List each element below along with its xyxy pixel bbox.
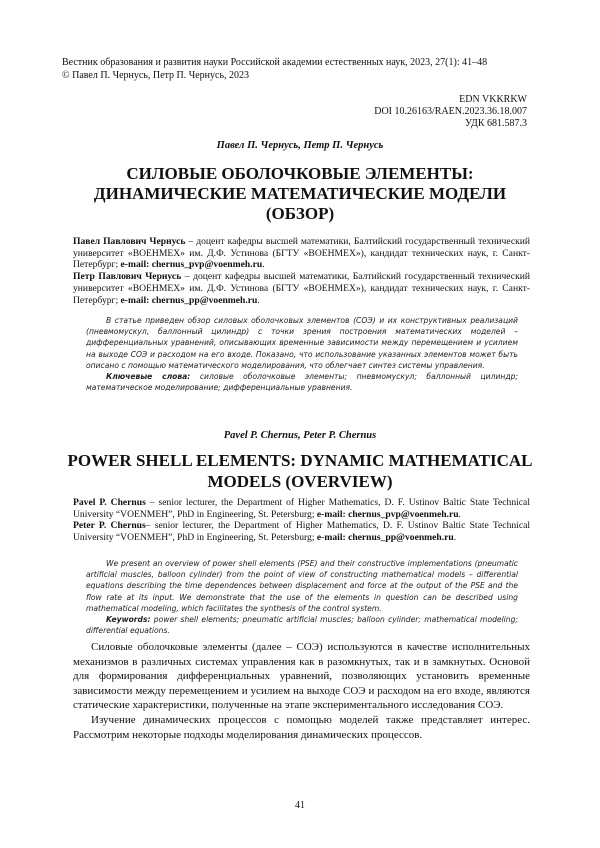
authors-en: Pavel P. Chernus, Peter P. Chernus [0, 430, 600, 441]
author-1-email-en: e-mail: chernus_pvp@voenmeh.ru [317, 509, 459, 520]
journal-header [62, 56, 487, 82]
body-paragraph-2: Изучение динамических процессов с помощью моделей также представляет интерес. Рассмотрим некоторые подходы моделирования динамических процессов. [73, 713, 530, 742]
copyright-line: © Павел П. Чернусь, Петр П. Чернусь, 2023 [62, 69, 487, 82]
author-1-affiliation-ru: Павел Павлович Чернусь – доцент кафедры высшей математики, Балтийский государственный технический университет «ВОЕНМЕХ» им. Д.Ф. Устинова (БГТУ «ВОЕНМЕХ»), кандидат технических наук, г. Санкт-Петербург; e-mail: chernus_pvp@voenmeh.ru. [73, 236, 530, 271]
page-number: 41 [0, 800, 600, 811]
affiliations-ru [73, 236, 530, 306]
author-2-affiliation-en: Peter P. Chernus– senior lecturer, the Department of Higher Mathematics, D. F. Ustinov Baltic State Technical University “VOENMEH”, PhD in Engineering, St. Petersburg; e-mail: chernus_pp@voenmeh.ru. [73, 520, 530, 543]
affiliations-en [73, 497, 530, 544]
author-1-email-ru: e-mail: chernus_pvp@voenmeh.ru [121, 259, 263, 270]
keywords-label-en: Keywords: [106, 615, 151, 624]
author-1-affiliation-en: Pavel P. Chernus – senior lecturer, the Department of Higher Mathematics, D. F. Ustinov Baltic State Technical University “VOENMEH”, PhD in Engineering, St. Petersburg; e-mail: chernus_pvp@voenmeh.ru. [73, 497, 530, 520]
udk-id: УДК 681.587.3 [374, 118, 527, 130]
keywords-en [86, 614, 518, 636]
author-1-name-ru: Павел Павлович Чернусь [73, 236, 185, 247]
keywords-label-ru: Ключевые слова: [106, 372, 190, 381]
author-1-name-en: Pavel P. Chernus [73, 497, 146, 508]
doi-id: DOI 10.26163/RAEN.2023.36.18.007 [374, 106, 527, 118]
edn-id: EDN VKKRKW [374, 94, 527, 106]
keywords-ru [86, 371, 518, 393]
abstract-text-ru: В статье приведен обзор силовых оболочковых элементов (СОЭ) и их конструктивных реализаций (пневмомускул, баллонный цилиндр) с точки зрения построения математических моделей – дифференциальных уравнений, описывающих временные зависимости между перемещением и усилием на выходе СОЭ и расходом на его входе. Показано, что использование указанных элементов может быть описано с помощью математического моделирования, что облегчает синтез системы управления. [86, 315, 518, 371]
author-2-email-ru: e-mail: chernus_pp@voenmeh.ru [121, 295, 258, 306]
author-2-email-en: e-mail: chernus_pp@voenmeh.ru [317, 532, 454, 543]
abstract-ru [86, 315, 518, 393]
author-1-desc-en: – senior lecturer, the Department of Higher Mathematics, D. F. Ustinov Baltic State Technical University “VOENMEH”, PhD in Engineering, St. Petersburg; [73, 497, 530, 520]
title-en: POWER SHELL ELEMENTS: DYNAMIC MATHEMATICAL MODELS (OVERVIEW) [60, 450, 540, 492]
abstract-text-en: We present an overview of power shell elements (PSE) and their constructive implementations (pneumatic artificial muscles, balloon cylinder) from the point of view of constructing mathematical models – differential equations describing the time dependences between displacement and force at the output of the PSE and the flow rate at its input. We demonstrate that the use of the elements in question can be described using mathematical modeling, which facilitates the synthesis of the control system. [86, 558, 518, 614]
journal-citation: Вестник образования и развития науки Российской академии естественных наук, 2023, 27(1): 41–48 [62, 56, 487, 69]
author-2-name-en: Peter P. Chernus [73, 520, 146, 531]
author-2-desc-en: – senior lecturer, the Department of Higher Mathematics, D. F. Ustinov Baltic State Technical University “VOENMEH”, PhD in Engineering, St. Petersburg; [73, 520, 530, 543]
author-2-name-ru: Петр Павлович Чернусь [73, 271, 181, 282]
author-1-desc-ru: – доцент кафедры высшей математики, Балтийский государственный технический университет «ВОЕНМЕХ» им. Д.Ф. Устинова (БГТУ «ВОЕНМЕХ»), кандидат технических наук, г. Санкт-Петербург; [73, 236, 530, 270]
author-2-affiliation-ru: Петр Павлович Чернусь – доцент кафедры высшей математики, Балтийский государственный технический университет «ВОЕНМЕХ» им. Д.Ф. Устинова (БГТУ «ВОЕНМЕХ»), кандидат технических наук, г. Санкт-Петербург; e-mail: chernus_pp@voenmeh.ru. [73, 271, 530, 306]
keywords-text-ru: силовые оболочковые элементы; пневмомускул; баллонный цилиндр; математическое моделирование; дифференциальные уравнения. [86, 372, 518, 392]
body-text [73, 640, 530, 742]
title-ru: СИЛОВЫЕ ОБОЛОЧКОВЫЕ ЭЛЕМЕНТЫ: ДИНАМИЧЕСКИЕ МАТЕМАТИЧЕСКИЕ МОДЕЛИ (ОБЗОР) [60, 164, 540, 224]
keywords-text-en: power shell elements; pneumatic artificial muscles; balloon cylinder; mathematical modeling; differential equations. [86, 615, 518, 635]
body-paragraph-1: Силовые оболочковые элементы (далее – СОЭ) используются в качестве исполнительных механизмов в различных системах управления как в разомкнутых, так и в замкнутых. Основой для формирования дифференциальных уравнений, позволяющих установить временные зависимости между перемещением и усилием на выходе СОЭ и расходом на его входе, являются статические характеристики, полученные на этапе экспериментального исследования СОЭ. [73, 640, 530, 713]
authors-ru: Павел П. Чернусь, Петр П. Чернусь [0, 140, 600, 151]
author-2-desc-ru: – доцент кафедры высшей математики, Балтийский государственный технический университет «ВОЕНМЕХ» им. Д.Ф. Устинова (БГТУ «ВОЕНМЕХ»), кандидат технических наук, г. Санкт-Петербург; [73, 271, 530, 305]
abstract-en [86, 558, 518, 636]
article-identifiers [374, 94, 527, 130]
page [0, 0, 600, 848]
